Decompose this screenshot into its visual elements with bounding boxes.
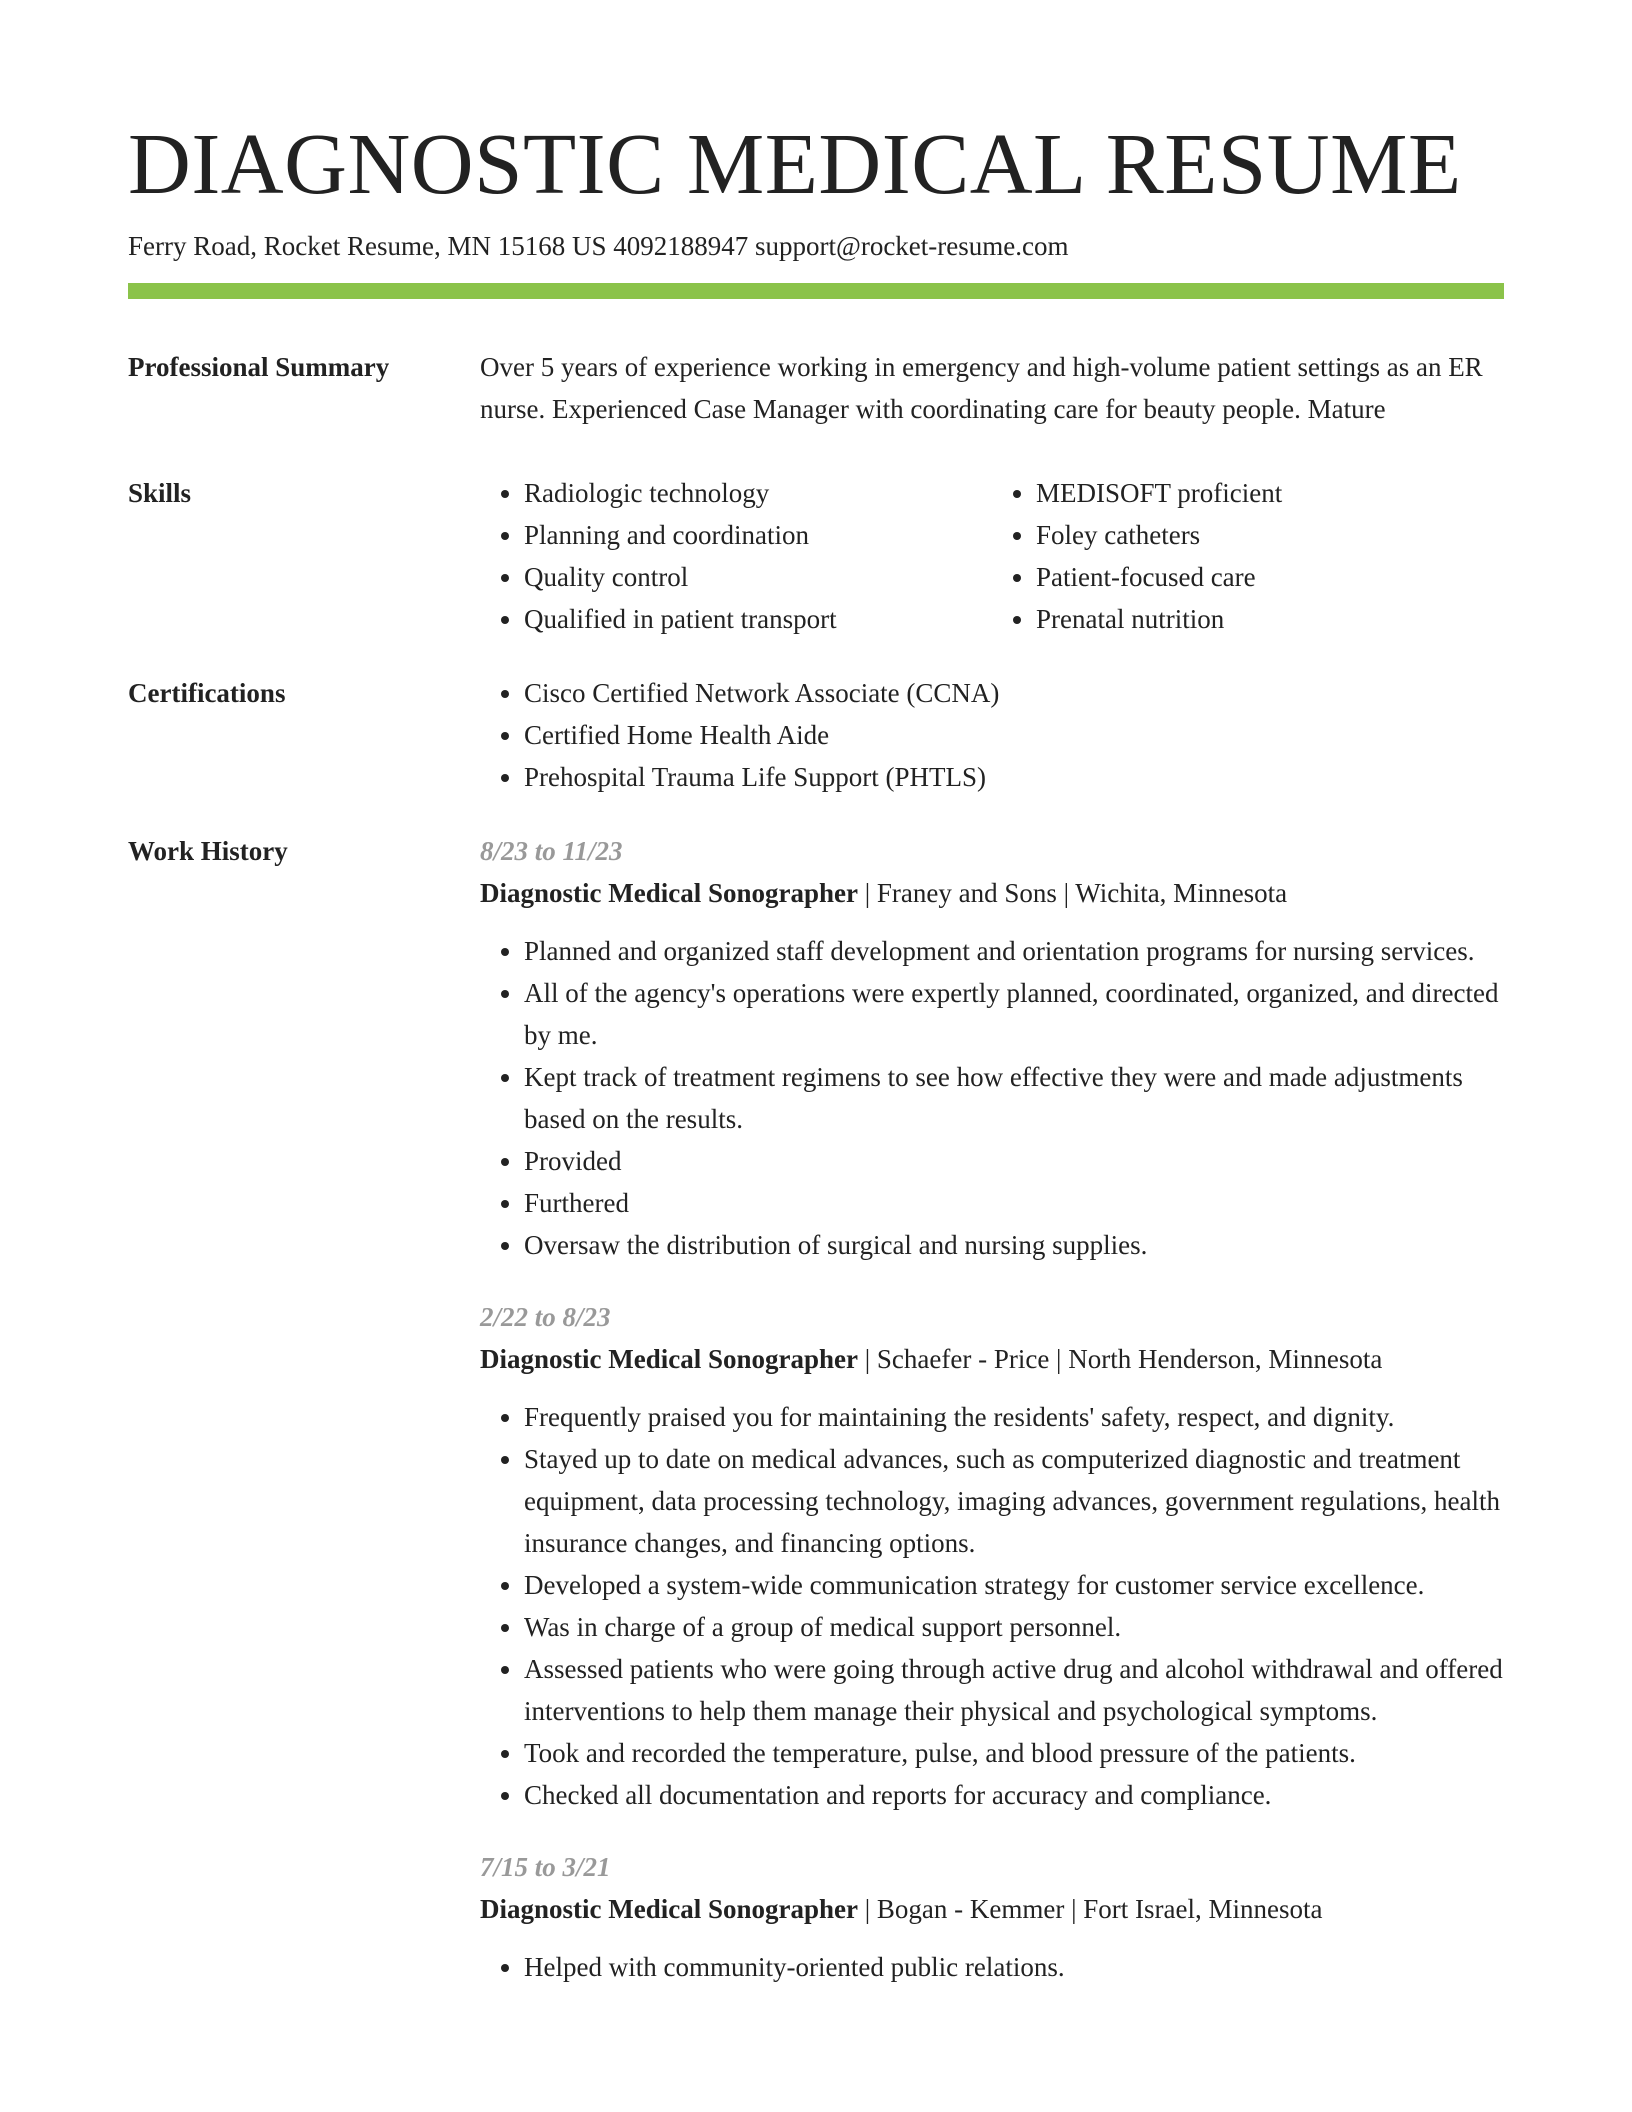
list-item: • Qualified in patient transport bbox=[524, 598, 992, 640]
job-employer-location: | Bogan - Kemmer | Fort Israel, Minnesota bbox=[858, 1894, 1323, 1925]
list-item: • Frequently praised you for maintaining the residents' safety, respect, and dignity. bbox=[524, 1396, 1504, 1438]
accent-divider bbox=[128, 283, 1504, 299]
list-item: • Assessed patients who were going through active drug and alcohol withdrawal and offered interventions to help them manage their physical and psychological symptoms. bbox=[524, 1648, 1504, 1732]
job-bullets bbox=[480, 930, 1504, 1266]
job-dates: 8/23 to 11/23 bbox=[480, 836, 623, 867]
list-item: • Kept track of treatment regimens to see how effective they were and made adjustments based on the results. bbox=[524, 1056, 1504, 1140]
job-bullets bbox=[480, 1946, 1504, 1988]
skills-list-left bbox=[480, 472, 992, 640]
job-dates: 7/15 to 3/21 bbox=[480, 1852, 611, 1883]
section-professional-summary bbox=[128, 346, 1504, 430]
list-item: • MEDISOFT proficient bbox=[1036, 472, 1504, 514]
job-employer-location: | Schaefer - Price | North Henderson, Minnesota bbox=[858, 1344, 1383, 1375]
skills-list-right bbox=[992, 472, 1504, 640]
list-item: • Developed a system-wide communication strategy for customer service excellence. bbox=[524, 1564, 1504, 1606]
job-title: Diagnostic Medical Sonographer bbox=[480, 1894, 858, 1925]
section-label: Professional Summary bbox=[128, 352, 390, 383]
contact-line: Ferry Road, Rocket Resume, MN 15168 US 4092188947 support@rocket-resume.com bbox=[128, 231, 1069, 261]
list-item: • Prehospital Trauma Life Support (PHTLS) bbox=[524, 756, 1504, 798]
section-label: Work History bbox=[128, 836, 288, 867]
section-label: Certifications bbox=[128, 678, 286, 709]
job-heading bbox=[480, 1338, 1504, 1380]
work-history-list bbox=[480, 830, 1504, 2018]
skills-grid bbox=[480, 472, 1504, 640]
job-title: Diagnostic Medical Sonographer bbox=[480, 1344, 858, 1375]
section-skills bbox=[128, 472, 1504, 640]
list-item: • Planned and organized staff development and orientation programs for nursing services. bbox=[524, 930, 1504, 972]
list-item: • Patient-focused care bbox=[1036, 556, 1504, 598]
job-entry bbox=[480, 1296, 1504, 1816]
job-entry bbox=[480, 1846, 1504, 1988]
list-item: • Radiologic technology bbox=[524, 472, 992, 514]
resume-title: DIAGNOSTIC MEDICAL RESUME bbox=[128, 115, 1462, 212]
list-item: • Oversaw the distribution of surgical and nursing supplies. bbox=[524, 1224, 1504, 1266]
section-body bbox=[480, 472, 1504, 640]
list-item: • Foley catheters bbox=[1036, 514, 1504, 556]
list-item: • Helped with community-oriented public relations. bbox=[524, 1946, 1504, 1988]
list-item: • Provided bbox=[524, 1140, 1504, 1182]
resume-page bbox=[128, 115, 1504, 2018]
list-item: • Planning and coordination bbox=[524, 514, 992, 556]
certifications-list bbox=[480, 672, 1504, 798]
section-work-history bbox=[128, 830, 1504, 2018]
job-title: Diagnostic Medical Sonographer bbox=[480, 878, 858, 909]
list-item: • Cisco Certified Network Associate (CCNA) bbox=[524, 672, 1504, 714]
summary-text: Over 5 years of experience working in emergency and high-volume patient settings as an ER nurse. Experienced Case Manager with coordinating care for beauty people. Mature bbox=[480, 352, 1483, 425]
section-certifications bbox=[128, 672, 1504, 798]
list-item: • Certified Home Health Aide bbox=[524, 714, 1504, 756]
list-item: • Stayed up to date on medical advances, such as computerized diagnostic and treatment equipment, data processing technology, imaging advances, government regulations, health insurance changes, and financing options. bbox=[524, 1438, 1504, 1564]
list-item: • Furthered bbox=[524, 1182, 1504, 1224]
job-employer-location: | Franey and Sons | Wichita, Minnesota bbox=[858, 878, 1288, 909]
list-item: • Quality control bbox=[524, 556, 992, 598]
job-heading bbox=[480, 872, 1504, 914]
list-item: • Was in charge of a group of medical support personnel. bbox=[524, 1606, 1504, 1648]
list-item: • All of the agency's operations were expertly planned, coordinated, organized, and directed by me. bbox=[524, 972, 1504, 1056]
section-body bbox=[480, 346, 1504, 430]
section-body bbox=[480, 672, 1504, 798]
list-item: • Checked all documentation and reports for accuracy and compliance. bbox=[524, 1774, 1504, 1816]
job-entry bbox=[480, 830, 1504, 1266]
list-item: • Prenatal nutrition bbox=[1036, 598, 1504, 640]
job-heading bbox=[480, 1888, 1504, 1930]
job-bullets bbox=[480, 1396, 1504, 1816]
section-label: Skills bbox=[128, 478, 192, 509]
list-item: • Took and recorded the temperature, pulse, and blood pressure of the patients. bbox=[524, 1732, 1504, 1774]
job-dates: 2/22 to 8/23 bbox=[480, 1302, 611, 1333]
